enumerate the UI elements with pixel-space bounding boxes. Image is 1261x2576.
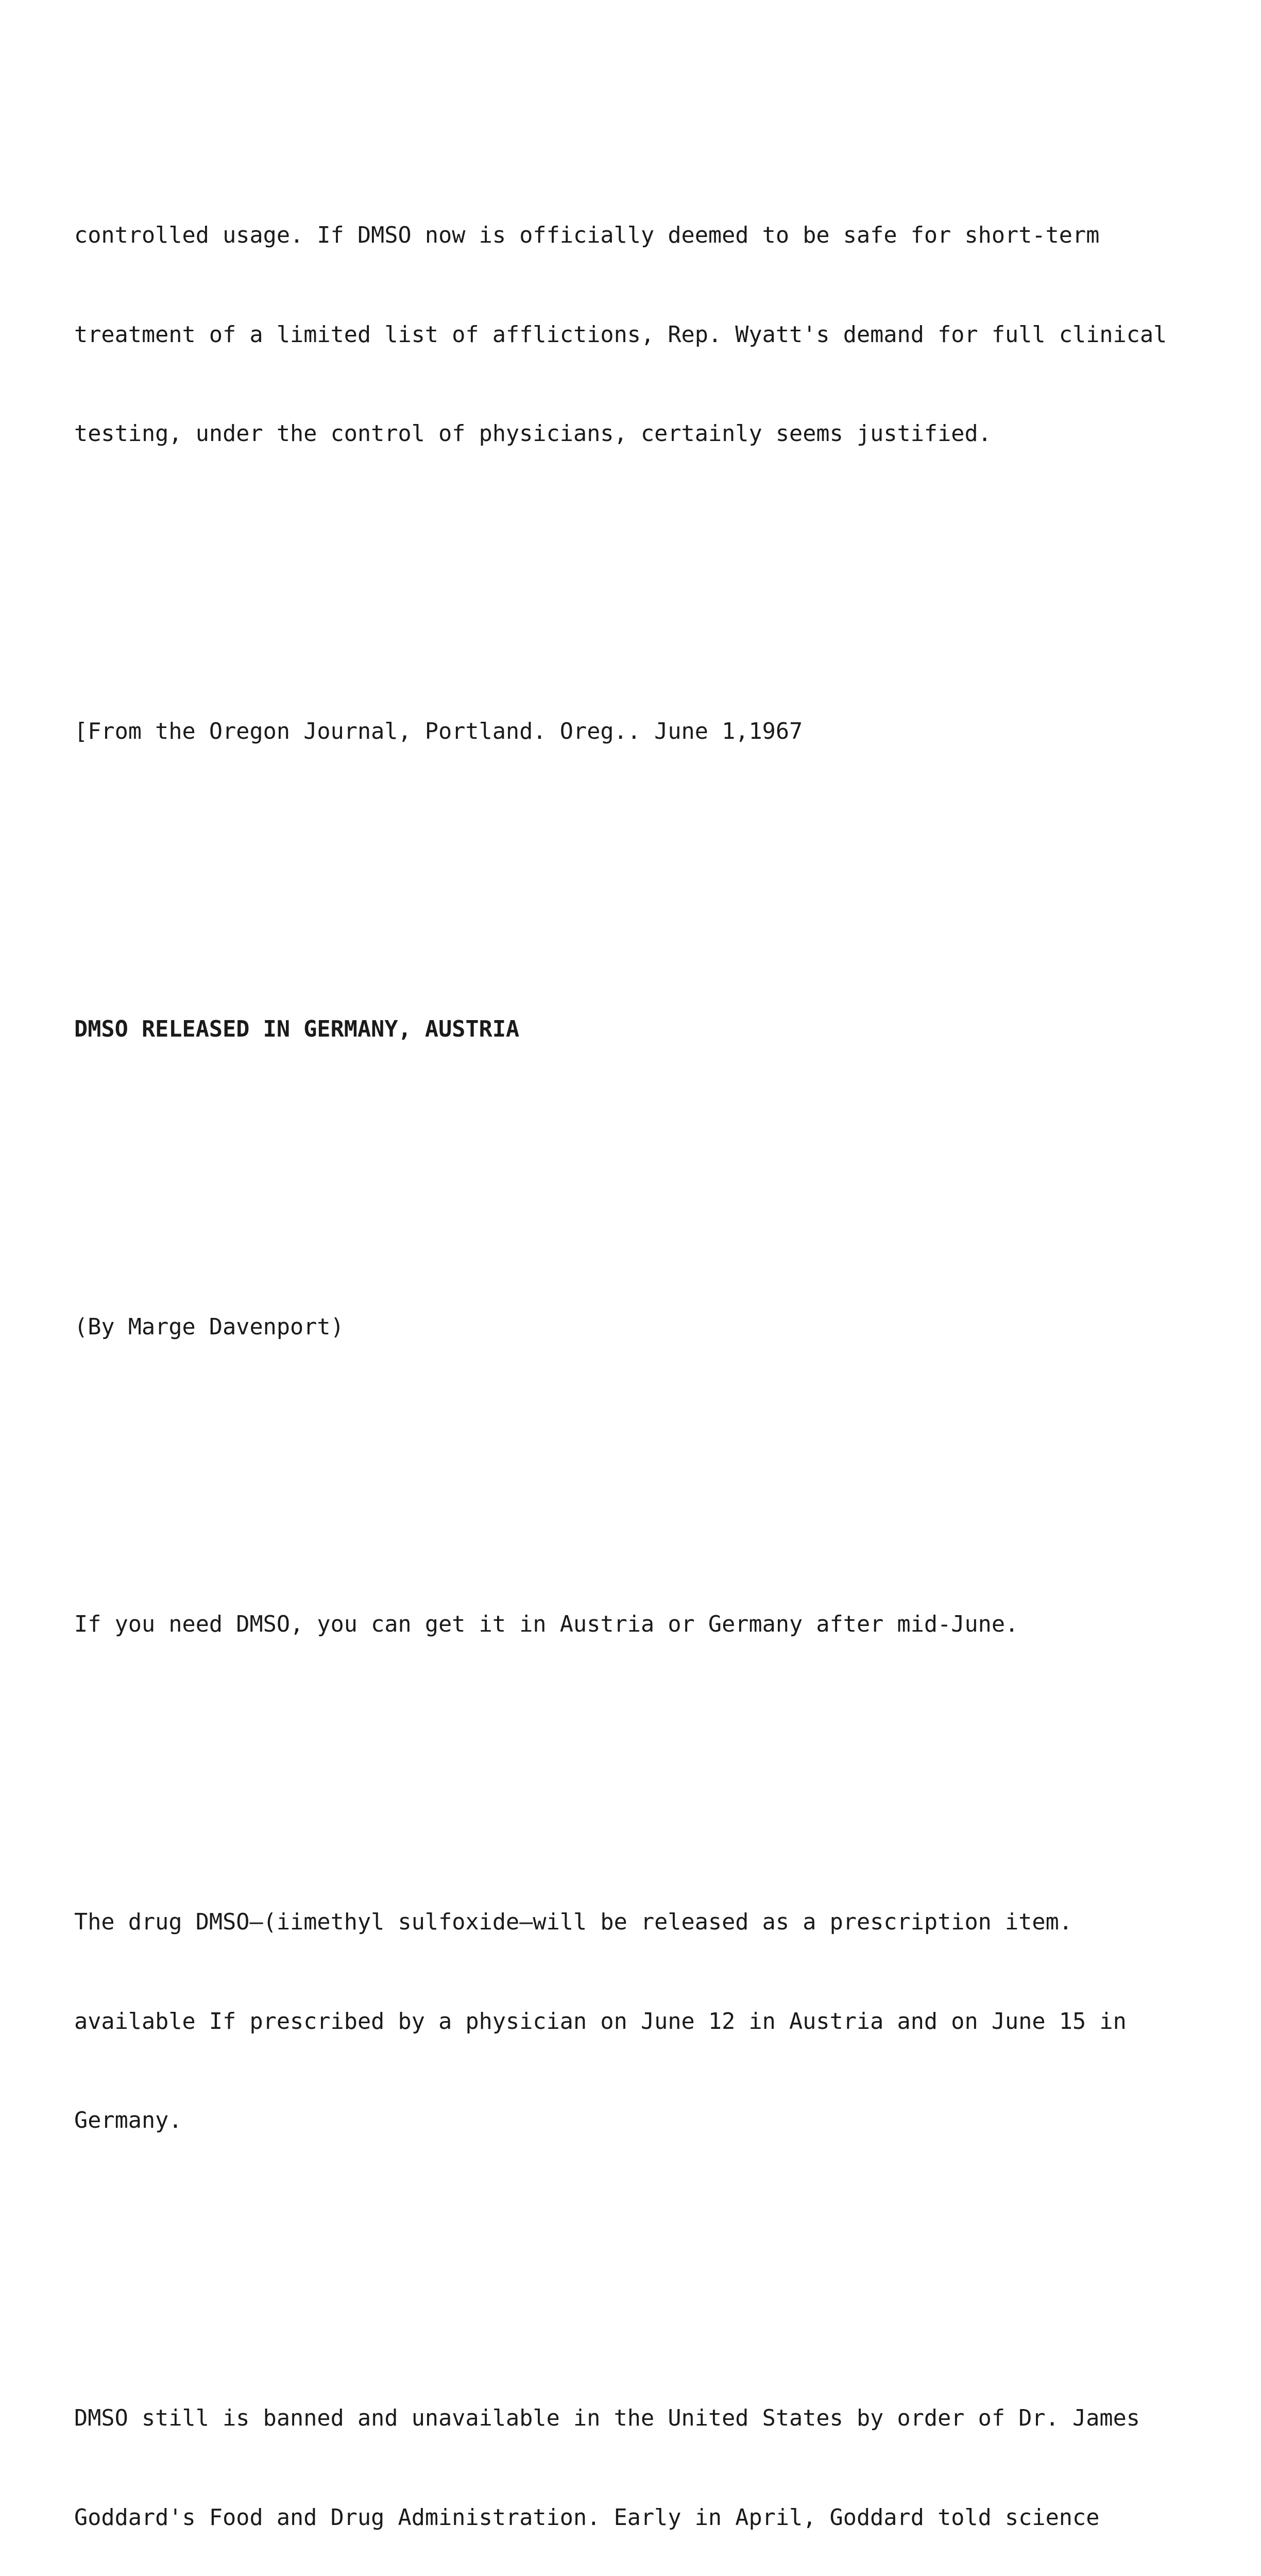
text-line: The drug DMSO—(iimethyl sulfoxide—will be released as a prescription item. bbox=[74, 1909, 1073, 1936]
byline bbox=[74, 1244, 1207, 1410]
article-heading bbox=[74, 946, 1207, 1112]
heading-text: DMSO RELEASED IN GERMANY, AUSTRIA bbox=[74, 1016, 520, 1042]
text-line: [From the Oregon Journal, Portland. Oreg.. June 1,1967 bbox=[74, 719, 803, 744]
text-line: DMSO still is banned and unavailable in the United States by order of Dr. James bbox=[74, 2405, 1140, 2432]
body-paragraph bbox=[74, 1542, 1207, 1707]
source-citation bbox=[74, 649, 1207, 815]
text-line: controlled usage. If DMSO now is officially deemed to be safe for short-term bbox=[74, 223, 1100, 249]
intro-paragraph bbox=[74, 153, 1207, 517]
text-line: testing, under the control of physicians, certainly seems justified. bbox=[74, 421, 992, 447]
body-paragraph bbox=[74, 2336, 1207, 2576]
body-paragraph bbox=[74, 1840, 1207, 2204]
text-line: available If prescribed by a physician on June 12 in Austria and on June 15 in bbox=[74, 2008, 1127, 2035]
text-line: Goddard's Food and Drug Administration. Early in April, Goddard told science bbox=[74, 2504, 1100, 2531]
document-page bbox=[74, 54, 1207, 2576]
text-line: If you need DMSO, you can get it in Austria or Germany after mid-June. bbox=[74, 1612, 1019, 1638]
text-line: treatment of a limited list of afflictions, Rep. Wyatt's demand for full clinical bbox=[74, 321, 1167, 348]
text-line: (By Marge Davenport) bbox=[74, 1314, 344, 1340]
text-line: Germany. bbox=[74, 2108, 182, 2134]
